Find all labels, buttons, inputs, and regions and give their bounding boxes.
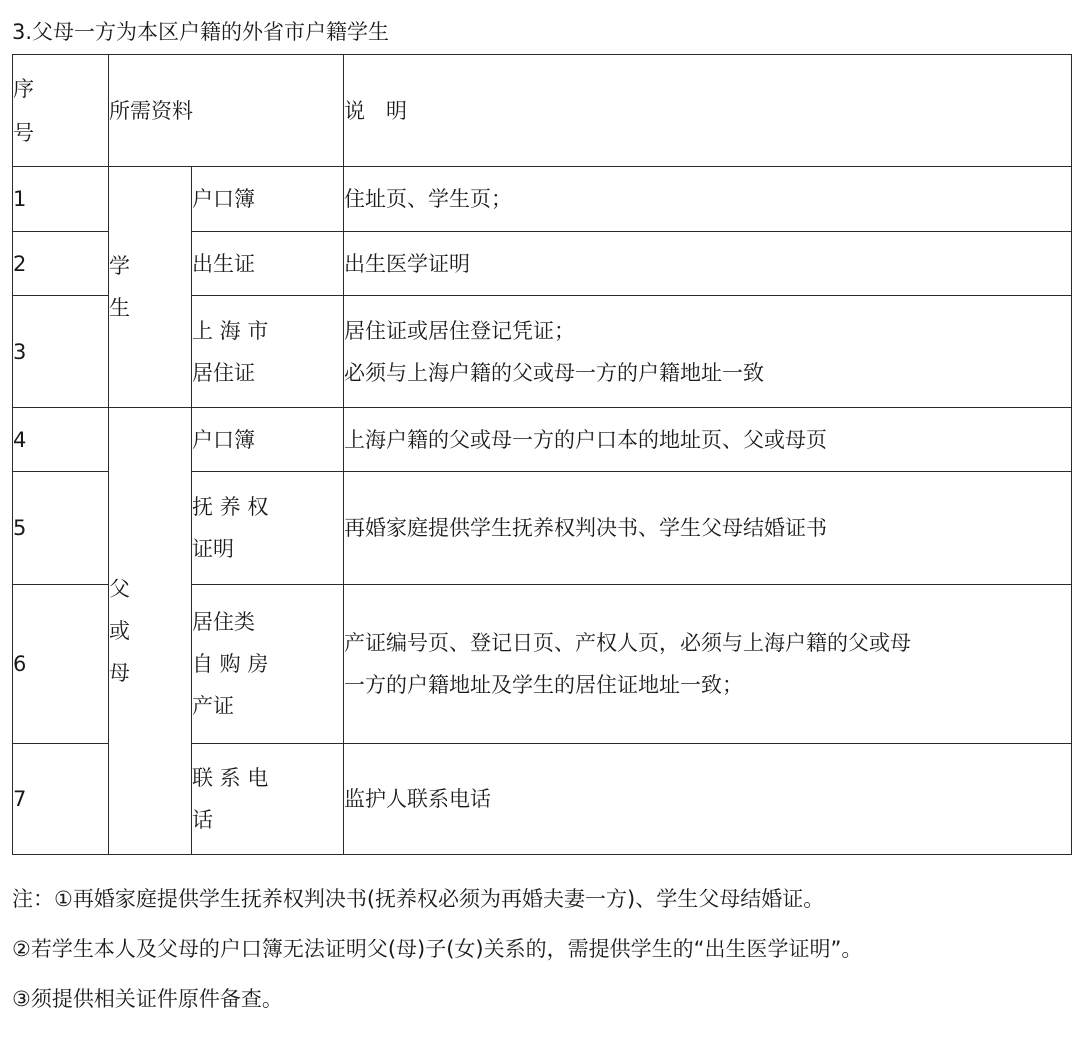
row-number: 4 [13, 408, 109, 472]
material-name: 户口簿 [192, 167, 344, 232]
material-description: 居住证或居住登记凭证； 必须与上海户籍的父或母一方的户籍地址一致 [344, 296, 1072, 408]
material-description: 上海户籍的父或母一方的户口本的地址页、父或母页 [344, 408, 1072, 472]
header-required-materials: 所需资料 [109, 55, 344, 167]
note-line: ②若学生本人及父母的户口簿无法证明父(母)子(女)关系的，需提供学生的“出生医学证明”。 [12, 937, 863, 961]
material-name: 居住类 自 购 房 产证 [192, 585, 344, 744]
requirements-table [12, 54, 1072, 855]
note-line: 注：①再婚家庭提供学生抚养权判决书(抚养权必须为再婚夫妻一方)、学生父母结婚证。 [12, 887, 825, 911]
table-row [13, 167, 1072, 232]
notes-section [12, 874, 862, 1024]
table-row [13, 408, 1072, 472]
material-description: 住址页、学生页； [344, 167, 1072, 232]
material-name: 户口簿 [192, 408, 344, 472]
material-description: 再婚家庭提供学生抚养权判决书、学生父母结婚证书 [344, 472, 1072, 585]
row-number: 3 [13, 296, 109, 408]
material-description: 产证编号页、登记日页、产权人页，必须与上海户籍的父或母 一方的户籍地址及学生的居住证地址一致； [344, 585, 1072, 744]
material-description: 监护人联系电话 [344, 744, 1072, 855]
row-number: 6 [13, 585, 109, 744]
material-description: 出生医学证明 [344, 232, 1072, 296]
section-title: 3.父母一方为本区户籍的外省市户籍学生 [12, 20, 390, 44]
material-name: 联 系 电 话 [192, 744, 344, 855]
header-serial-number: 序 号 [13, 55, 109, 167]
material-name: 上 海 市 居住证 [192, 296, 344, 408]
row-number: 5 [13, 472, 109, 585]
group-student: 学 生 [109, 167, 192, 408]
group-parent: 父 或 母 [109, 408, 192, 855]
material-name: 抚 养 权 证明 [192, 472, 344, 585]
row-number: 2 [13, 232, 109, 296]
material-name: 出生证 [192, 232, 344, 296]
header-description: 说 明 [344, 55, 1072, 167]
row-number: 7 [13, 744, 109, 855]
note-line: ③须提供相关证件原件备查。 [12, 987, 283, 1011]
row-number: 1 [13, 167, 109, 232]
table-header-row [13, 55, 1072, 167]
